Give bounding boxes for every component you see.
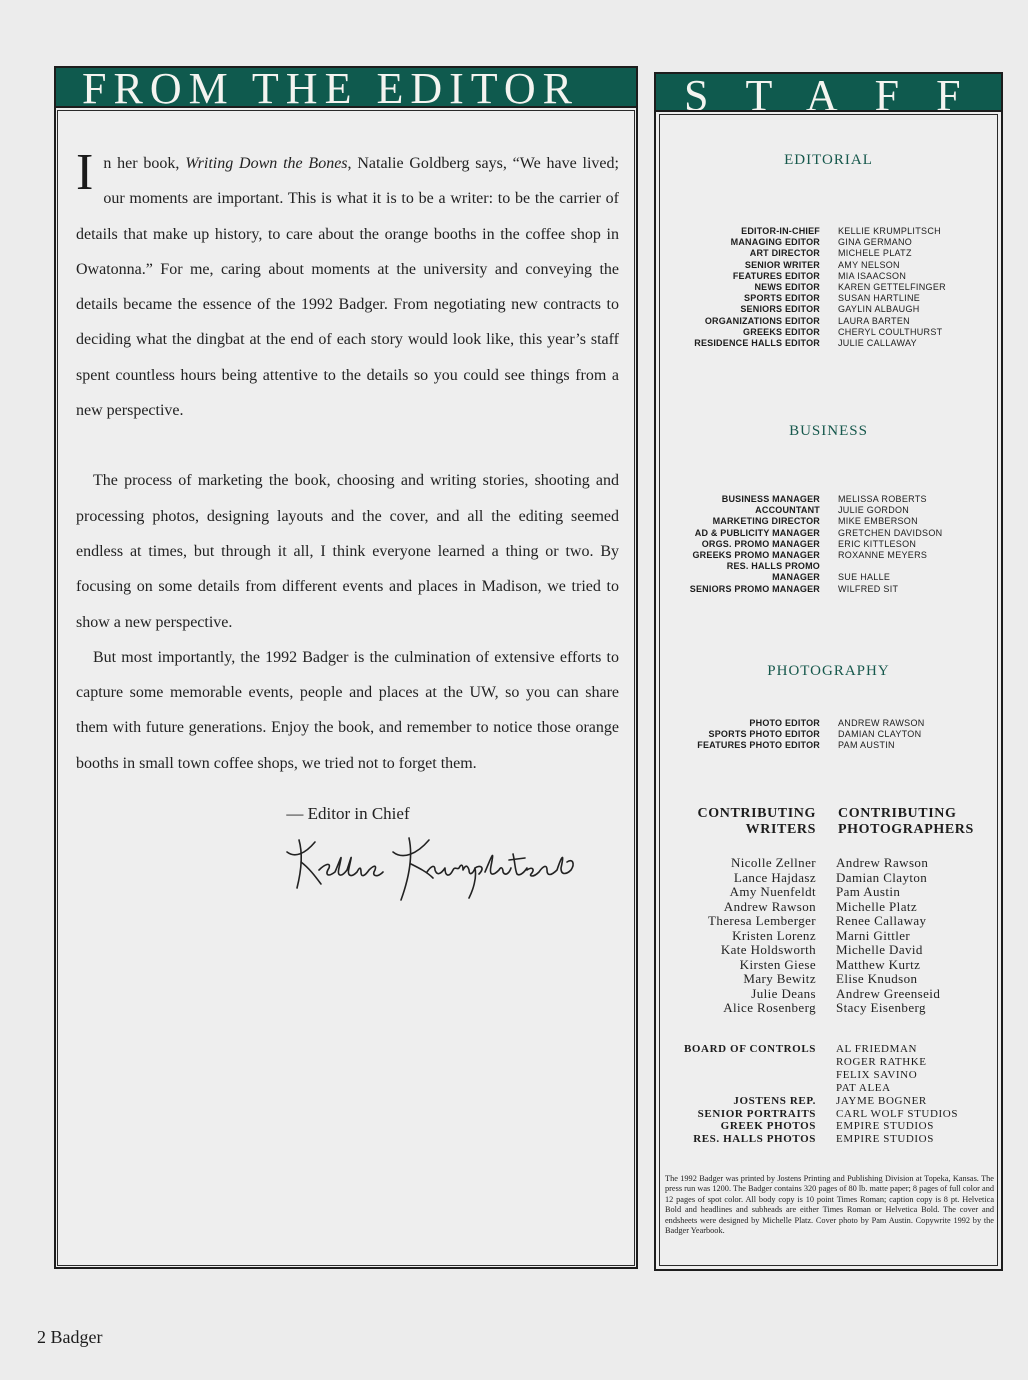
contributing-writers-list-item: Alice Rosenberg — [723, 1000, 816, 1015]
editorial-roles-item: MANAGING EDITOR — [730, 237, 820, 248]
editorial-roles-item: EDITOR-IN-CHIEF — [741, 226, 820, 236]
contributing-photographers-list-item: Damian Clayton — [836, 869, 928, 885]
business-roles-item: MARKETING DIRECTOR — [712, 516, 820, 527]
business-names-item: JULIE GORDON — [838, 505, 910, 516]
business-names-item: GRETCHEN DAVIDSON — [838, 527, 943, 538]
contributing-photographers-list-item: Michelle David — [836, 942, 923, 957]
editor-paragraph-1-text: n her book, Writing Down the Bones, Natalie Goldberg says, “We have lived; our moments are important. This is what it is to be a writer: to be the carrier of details that make up history, to care about the orange booths in the coffee shop in Owatonna.” For me, caring about moments at the university and conveying the details became the essence of the 1992 Badger. From negotiating new contracts to deciding what the dingbat at the end of each story would look like, this year’s staff spent countless hours being attentive to the details so you could see things from a new perspective. — [76, 155, 619, 420]
business-names — [820, 494, 942, 595]
editorial-roles-item: SENIOR WRITER — [744, 259, 820, 270]
contributing-photographers-list-item: Andrew Rawson — [836, 855, 929, 870]
editorial-roles-item: GREEKS EDITOR — [743, 326, 820, 337]
business-names-item: WILFRED SIT — [838, 583, 899, 594]
contributing-photographers-list-item: Renee Callaway — [836, 913, 927, 928]
board-roles-item — [684, 1069, 816, 1082]
board-names-item: CARL WOLF STUDIOS — [836, 1107, 959, 1120]
contributing-writers-heading-line-2: WRITERS — [745, 822, 816, 837]
business-roles-item: AD & PUBLICITY MANAGER — [694, 527, 820, 538]
editorial-names-item: MIA ISAACSON — [838, 270, 907, 281]
editor-paragraph-1 — [76, 146, 619, 428]
editor-paragraph-2: The process of marketing the book, choosing and writing stories, shooting and processing photos, designing layouts and the cover, and all the editing seemed endless at times, but through it all, I think everyone learned a thing or two. By focusing on some details from different events and places in Madison, we tried to show a new perspective. — [76, 472, 619, 631]
editorial-roles-item: ART DIRECTOR — [749, 248, 820, 259]
board-roles-item: SENIOR PORTRAITS — [697, 1107, 816, 1120]
board-names-item: PAT ALEA — [836, 1081, 891, 1094]
contributing-writers-list-item: Kate Holdsworth — [720, 942, 816, 957]
editorial-names-item: LAURA BARTEN — [838, 315, 910, 326]
contributing-writers-list-item: Andrew Rawson — [723, 898, 816, 914]
board-names-item: EMPIRE STUDIOS — [836, 1133, 934, 1146]
contributing-photographers-list — [836, 856, 940, 1016]
business-roster — [656, 494, 942, 595]
contributing-writers-list-item: Lance Hajdasz — [733, 869, 816, 885]
editor-paragraph-3: But most importantly, the 1992 Badger is the culmination of extensive efforts to capture some memorable events, people and places at the UW, so you can share them with future generations. Enjoy the book, and remember to notice those orange booths in small town coffee shops, we tried not to forget them. — [76, 648, 619, 772]
photography-roles-item: PHOTO EDITOR — [749, 718, 820, 728]
editorial-roles-item: ORGANIZATIONS EDITOR — [704, 315, 820, 326]
signature-image — [281, 828, 581, 908]
photography-names — [820, 718, 925, 752]
photography-heading: PHOTOGRAPHY — [767, 663, 890, 679]
board-roles-item — [684, 1082, 816, 1095]
drop-cap: I — [76, 144, 94, 201]
board-roles — [684, 1043, 816, 1146]
business-names-item: SUE HALLE — [838, 572, 891, 583]
editor-panel — [54, 66, 638, 1269]
contributing-photographers-heading-line-2: PHOTOGRAPHERS — [838, 822, 974, 837]
editorial-names-item: GINA GERMANO — [838, 237, 913, 248]
business-roles-item: BUSINESS MANAGER — [721, 494, 820, 504]
board-names-item: ROGER RATHKE — [836, 1055, 927, 1068]
board-roles-item: BOARD OF CONTROLS — [683, 1043, 816, 1055]
editorial-roster — [656, 226, 946, 349]
business-names-item: ERIC KITTLESON — [838, 538, 917, 549]
contributing-photographers-list-item: Matthew Kurtz — [836, 956, 921, 972]
editorial-names-item: CHERYL COULTHURST — [838, 326, 943, 337]
editorial-names — [820, 226, 946, 349]
business-roles-item: ORGS. PROMO MANAGER — [701, 538, 820, 549]
editorial-roles-item: SENIORS EDITOR — [740, 304, 820, 315]
contributing-photographers-list-item: Pam Austin — [836, 884, 901, 899]
editorial-names-item: KAREN GETTELFINGER — [838, 282, 946, 293]
editor-banner: FROM THE EDITOR — [56, 68, 636, 108]
colophon: The 1992 Badger was printed by Jostens Printing and Publishing Division at Topeka, Kansas. The press run was 1200. The Badger contains 320 pages of 80 lb. matte paper; 8 pages of full color and 12 pages of spot color. All body copy is 10 point Times Roman; caption copy is 8 pt. Helvetica Bold and headlines and subheads are either Times Roman or Helvetica Bold. The cover and endsheets were designed by Michelle Platz. Cover photo by Pam Austin. Copywrite 1992 by the Badger Yearbook. — [665, 1174, 994, 1236]
photography-roster — [656, 718, 925, 752]
business-names-item: MIKE EMBERSON — [838, 516, 918, 527]
contributing-writers-list-item: Theresa Lemberger — [708, 913, 816, 928]
contributing-writers-list-item: Julie Deans — [751, 985, 816, 1001]
photography-names-item: ANDREW RAWSON — [838, 718, 925, 728]
board-roles-item: JOSTENS REP. — [733, 1094, 816, 1107]
editorial-names-item: SUSAN HARTLINE — [838, 293, 921, 304]
business-roles-item: ACCOUNTANT — [755, 505, 820, 516]
editorial-heading: EDITORIAL — [784, 152, 873, 168]
editorial-roles-item: SPORTS EDITOR — [744, 293, 820, 304]
contributing-writers-list — [708, 856, 816, 1016]
contributing-photographers-heading — [838, 806, 974, 838]
contributing-writers-list-item: Amy Nuenfeldt — [729, 884, 816, 899]
board-names-item: EMPIRE STUDIOS — [836, 1120, 934, 1133]
contributing-writers-list-item: Mary Bewitz — [743, 971, 816, 986]
board-names-item: AL FRIEDMAN — [836, 1043, 918, 1055]
board-names — [836, 1043, 958, 1146]
editorial-names-item: JULIE CALLAWAY — [838, 338, 917, 349]
photography-roles — [656, 718, 820, 752]
board-roles-item: GREEK PHOTOS — [720, 1120, 816, 1133]
staff-banner: STAFF — [656, 74, 1001, 112]
contributing-photographers-heading-line-1: CONTRIBUTING — [838, 806, 957, 821]
page-folio: 2 Badger — [37, 1327, 103, 1347]
business-heading: BUSINESS — [789, 423, 868, 439]
contributing-writers-list-item: Kirsten Giese — [739, 956, 816, 972]
business-roles-item: SENIORS PROMO MANAGER — [689, 583, 820, 594]
editorial-names-item: GAYLIN ALBAUGH — [838, 304, 920, 315]
contributing-writers-heading-line-1: CONTRIBUTING — [697, 806, 816, 821]
photography-roles-item: FEATURES PHOTO EDITOR — [697, 740, 820, 751]
business-names-item — [838, 561, 942, 572]
editorial-roles — [656, 226, 820, 349]
editorial-names-item: KELLIE KRUMPLITSCH — [838, 226, 941, 236]
editorial-names-item: AMY NELSON — [838, 259, 900, 270]
business-names-item: MELISSA ROBERTS — [838, 494, 927, 504]
contributing-photographers-list-item: Elise Knudson — [836, 971, 918, 986]
staff-panel — [654, 72, 1003, 1271]
business-roles — [656, 494, 820, 595]
contributing-writers-list-item: Kristen Lorenz — [732, 927, 816, 943]
board-names-item: JAYME BOGNER — [836, 1094, 927, 1107]
business-roles-item: MANAGER — [772, 572, 820, 583]
contributing-writers-list-item: Nicolle Zellner — [730, 855, 816, 870]
board-roles-item — [684, 1056, 816, 1069]
contributing-photographers-list-item: Marni Gittler — [836, 927, 911, 943]
board-roles-item: RES. HALLS PHOTOS — [693, 1133, 816, 1146]
contributing-photographers-list-item: Andrew Greenseid — [836, 985, 941, 1001]
editorial-roles-item: RESIDENCE HALLS EDITOR — [694, 338, 820, 349]
contributing-photographers-list-item: Stacy Eisenberg — [836, 1000, 926, 1015]
business-names-item: ROXANNE MEYERS — [838, 550, 928, 561]
photography-names-item: DAMIAN CLAYTON — [838, 729, 922, 740]
editorial-roles-item: FEATURES EDITOR — [732, 270, 820, 281]
business-roles-item: RES. HALLS PROMO — [726, 561, 820, 572]
business-roles-item: GREEKS PROMO MANAGER — [692, 550, 820, 561]
photography-roles-item: SPORTS PHOTO EDITOR — [708, 729, 820, 740]
editorial-roles-item: NEWS EDITOR — [754, 282, 820, 293]
board-names-item: FELIX SAVINO — [836, 1068, 918, 1081]
editor-signoff: — Editor in Chief — [286, 804, 410, 823]
photography-names-item: PAM AUSTIN — [838, 740, 895, 751]
contributing-writers-heading — [698, 806, 816, 838]
contributing-photographers-list-item: Michelle Platz — [836, 898, 918, 914]
editorial-names-item: MICHELE PLATZ — [838, 248, 912, 259]
editor-letter — [76, 146, 619, 781]
